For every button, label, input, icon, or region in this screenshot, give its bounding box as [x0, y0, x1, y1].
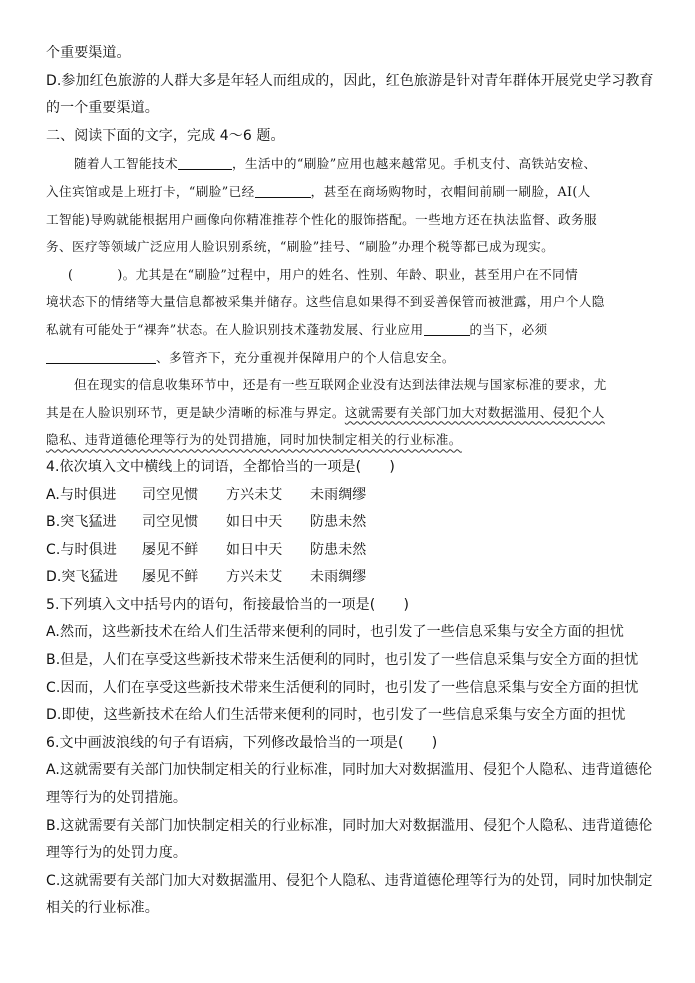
document-page: [46, 40, 652, 923]
q6-stem: 6.文中画波浪线的句子有语病，下列修改最恰当的一项是( ): [46, 734, 438, 751]
q5-stem: 5.下列填入文中括号内的语句，衔接最恰当的一项是( ): [46, 596, 410, 613]
q4-option-a: A.与时俱进 司空见惯 方兴未艾 未雨绸缪: [46, 486, 367, 503]
q6-option-c-line2: 相关的行业标准。: [46, 900, 159, 917]
q5-option-d: D.即使，这些新技术在给人们生活带来便利的同时，也引发了一些信息采集与安全方面的担忧: [46, 707, 626, 724]
q4-option-b: B.突飞猛进 司空见惯 如日中天 防患未然: [46, 514, 367, 531]
passage-p1-line3: 工智能)导购就能根据用户画像向你精准推荐个性化的服饰搭配。一些地方还在执法监督、政务服: [46, 211, 598, 227]
answer-blank-3: [424, 321, 470, 336]
prev-option-d-line2: 的一个重要渠道。: [46, 100, 159, 117]
passage-p3-line1: 但在现实的信息收集环节中，还是有一些互联网企业没有达到法律法规与国家标准的要求，尤: [74, 377, 607, 393]
q6-option-b-line1: B.这就需要有关部门加快制定相关的行业标准，同时加大对数据滥用、侵犯个人隐私、违背道德伦: [46, 817, 653, 834]
prev-option-d-line1: D.参加红色旅游的人群大多是年轻人而组成的，因此，红色旅游是针对青年群体开展党史学习教育: [46, 72, 654, 89]
passage-p3-line3: [46, 426, 652, 454]
q6-option-a-line1: A.这就需要有关部门加快制定相关的行业标准，同时加大对数据滥用、侵犯个人隐私、违背道德伦: [46, 762, 653, 779]
answer-blank-2: [255, 183, 311, 198]
section-heading: 二、阅读下面的文字，完成 4～6 题。: [46, 127, 285, 144]
q4-option-c: C.与时俱进 屡见不鲜 如日中天 防患未然: [46, 541, 367, 558]
q6-option-c-line1: C.这就需要有关部门加大对数据滥用、侵犯个人隐私、违背道德伦理等行为的处罚，同时加快制定: [46, 872, 653, 889]
passage-p1-line1: 随着人工智能技术 ，生活中的“刷脸”应用也越来越常见。手机支付、高铁站安检、: [74, 156, 597, 172]
passage-p1-line2: 入住宾馆或是上班打卡，“刷脸”已经 ，甚至在商场购物时，衣帽间前刷一刷脸，AI(人: [46, 183, 591, 199]
q5-option-a: A.然而，这些新技术在给人们生活带来便利的同时，也引发了一些信息采集与安全方面的担忧: [46, 624, 624, 641]
prev-option-tail: 个重要渠道。: [46, 45, 131, 61]
q4-option-d: D.突飞猛进 屡见不鲜 方兴未艾 未雨绸缪: [46, 569, 367, 586]
passage-p2-line1: ( )。尤其是在“刷脸”过程中，用户的姓名、性别、年龄、职业，甚至用户在不同情: [68, 266, 579, 282]
q4-stem: 4.依次填入文中横线上的词语，全都恰当的一项是( ): [46, 458, 395, 475]
passage-p1-line4: 务、医疗等领域广泛应用人脸识别系统，“刷脸”挂号、“刷脸”办理个税等都已成为现实。: [46, 239, 555, 255]
answer-blank-1: [178, 155, 232, 170]
wavy-underlined-sentence: 这就需要有关部门加大对数据滥用、侵犯个人: [344, 404, 605, 420]
wavy-underlined-sentence-cont: 隐私、违背道德伦理等行为的处罚措施，同时加快制定相关的行业标准。: [46, 432, 462, 448]
q6-option-a-line2: 理等行为的处罚措施。: [46, 790, 187, 807]
answer-blank-4: [46, 349, 156, 364]
q5-option-b: B.但是，人们在享受这些新技术带来生活便利的同时，也引发了一些信息采集与安全方面的担忧: [46, 652, 639, 669]
q5-option-c: C.因而，人们在享受这些新技术带来生活便利的同时，也引发了一些信息采集与安全方面的担忧: [46, 679, 639, 696]
passage-p3-line2: 其是在人脸识别环节，更是缺少清晰的标准与界定。这就需要有关部门加大对数据滥用、侵犯个人: [46, 404, 605, 420]
q6-option-b-line2: 理等行为的处罚力度。: [46, 845, 187, 862]
passage-p2-line2: 境状态下的情绪等大量信息都被采集并储存。这些信息如果得不到妥善保管而被泄露，用户个人隐: [46, 294, 605, 310]
passage-p2-line4: 、多管齐下，充分重视并保障用户的个人信息安全。: [46, 344, 652, 372]
passage-p2-line3: 私就有可能处于“裸奔”状态。在人脸识别技术蓬勃发展、行业应用 的当下，必须: [46, 321, 548, 337]
